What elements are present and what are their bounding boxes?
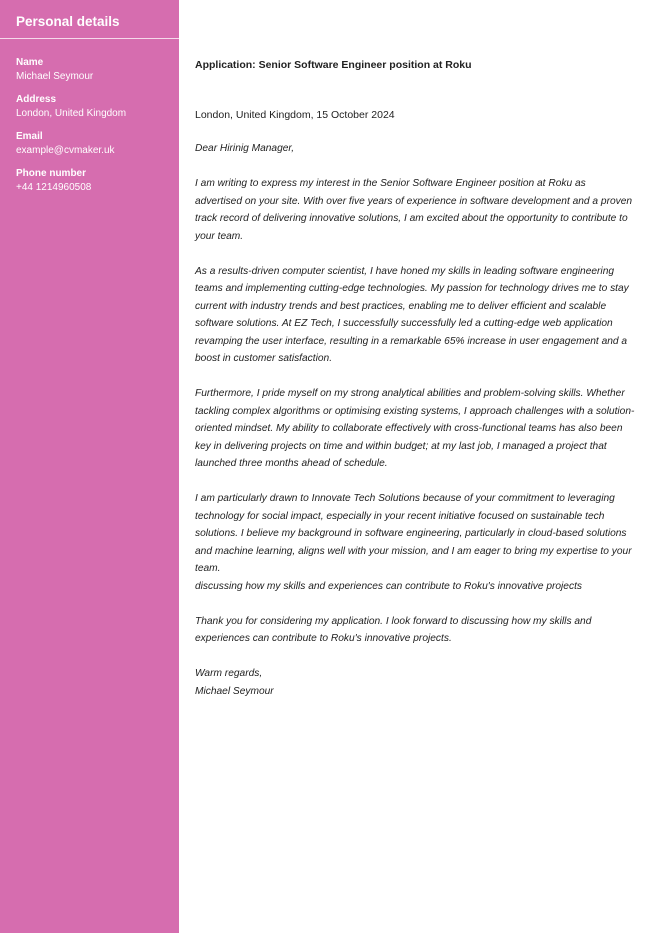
detail-value: Michael Seymour bbox=[16, 71, 94, 82]
sidebar bbox=[0, 0, 179, 933]
letter-paragraph: discussing how my skills and experiences can contribute to Roku's innovative projects bbox=[195, 580, 582, 592]
personal-details bbox=[16, 56, 174, 204]
letter-paragraph: Thank you for considering my application. I look forward to discussing how my skills and experiences can contribute to Roku's innovative projects. bbox=[195, 615, 592, 644]
sidebar-title: Personal details bbox=[16, 14, 120, 29]
letter-paragraph: I am particularly drawn to Innovate Tech Solutions because of your commitment to leveraging technology for social impact, especially in your recent initiative focused on sustainable tech solutions. I believe my background in software engineering, particularly in cloud-based solutions and machine learning, aligns well with your mission, and I am eager to bring my expertise to your team. bbox=[195, 493, 632, 574]
detail-email bbox=[16, 130, 174, 158]
detail-label: Address bbox=[16, 94, 57, 105]
letter-salutation: Dear Hirinig Manager, bbox=[195, 143, 295, 154]
letter-place-date: London, United Kingdom, 15 October 2024 bbox=[195, 109, 395, 121]
detail-value: +44 1214960508 bbox=[16, 182, 92, 193]
detail-label: Email bbox=[16, 131, 43, 142]
letter-closing: Warm regards, bbox=[195, 668, 263, 679]
detail-label: Name bbox=[16, 57, 44, 68]
detail-name bbox=[16, 56, 174, 84]
letter-subject: Application: Senior Software Engineer position at Roku bbox=[195, 59, 472, 71]
letter-paragraph: I am writing to express my interest in the Senior Software Engineer position at Roku as advertised on your site. With over five years of experience in software development and a proven track record of delivering innovative solutions, I am excited about the opportunity to contribute to your team. bbox=[195, 178, 633, 242]
detail-address bbox=[16, 93, 174, 121]
letter-paragraph: As a results-driven computer scientist, I have honed my skills in leading software engineering teams and implementing cutting-edge technologies. My passion for technology drives me to stay current with industry trends and best practices, enabling me to deliver efficient and scalable software solutions. At EZ Tech, I successfully successfully led a cutting-edge web application revamping the user interface, resulting in a remarkable 65% increase in user engagement and a boost in customer satisfaction. bbox=[195, 265, 629, 364]
detail-label: Phone number bbox=[16, 168, 87, 179]
detail-value: London, United Kingdom bbox=[16, 108, 127, 119]
detail-value: example@cvmaker.uk bbox=[16, 145, 115, 156]
letter-body bbox=[195, 140, 635, 700]
letter-signature: Michael Seymour bbox=[195, 685, 274, 697]
sidebar-divider bbox=[0, 38, 179, 39]
cover-letter bbox=[195, 57, 635, 718]
letter-paragraph: Furthermore, I pride myself on my strong analytical abilities and problem-solving skills. Whether tackling complex algorithms or optimising existing systems, I approach challenges with a solution-oriented mindset. My ability to collaborate effectively with cross-functional teams has also been key in delivering projects on time and within budget; at my last job, I managed a project that launched three months ahead of schedule. bbox=[195, 388, 635, 469]
detail-phone bbox=[16, 167, 174, 195]
